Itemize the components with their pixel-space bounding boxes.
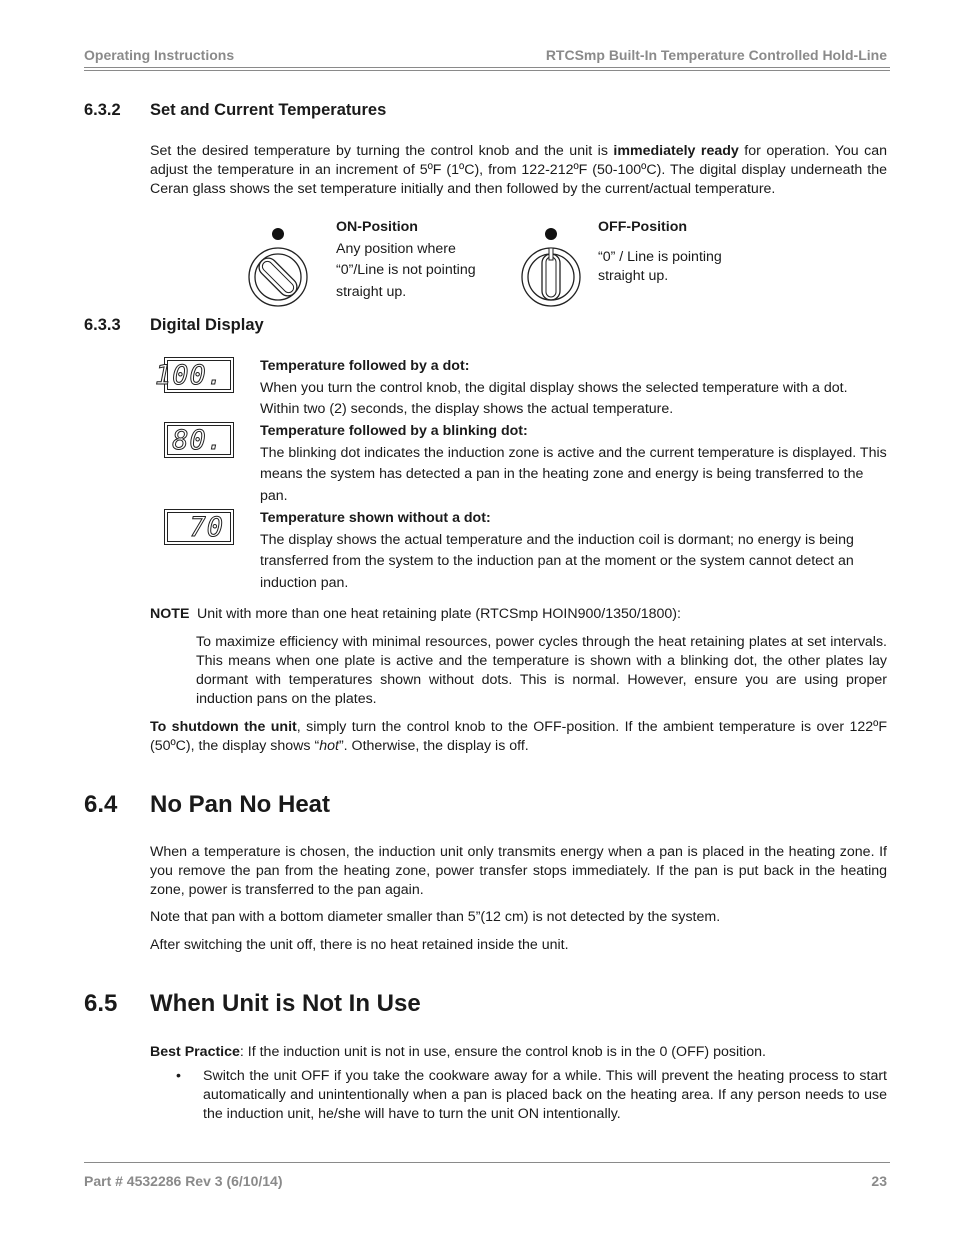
text-run: for operation. You can adjust the temperature in an increment of 5ºF (1ºC), from 122-212ºF (50-100ºC). The digital display underneath the Ceran glass shows the set temperature initially and then followed by the current/actual temperature.	[150, 143, 887, 197]
header-rule	[84, 67, 890, 68]
bullet-text: Switch the unit OFF if you take the cookware away for a while. This will prevent the heating process to start automatically and unintentionally when a pan is placed back on the heating area. If any person needs to use the induction unit, he/she will have to turn the unit ON intentionally.	[203, 1068, 887, 1122]
section-number: 6.4	[84, 791, 118, 818]
header-left: Operating Instructions	[84, 47, 235, 63]
section-number: 6.3.2	[84, 101, 121, 119]
display-desc	[260, 421, 887, 507]
lcd-value: 100.	[154, 360, 224, 391]
footer-left: Part # 4532286 Rev 3 (6/10/14)	[84, 1173, 283, 1189]
section-number: 6.3.3	[84, 316, 121, 334]
lcd-display	[154, 357, 234, 393]
knob-on-position-icon	[244, 224, 314, 310]
display-text: The blinking dot indicates the induction zone is active and the current temperature is displayed. This means the system has detected a pan in the heating zone and energy is being transferred to the pan.	[260, 444, 887, 504]
display-title: Temperature followed by a blinking dot:	[260, 423, 528, 439]
text-run-bold: To shutdown the unit	[150, 719, 297, 735]
off-position-desc: “0” / Line is pointing straight up.	[598, 248, 722, 284]
best-practice-paragraph	[150, 1043, 887, 1062]
display-title: Temperature shown without a dot:	[260, 510, 491, 526]
no-pan-paragraph: When a temperature is chosen, the induction unit only transmits energy when a pan is placed in the heating zone. If you remove the pan from the heating zone, power transfer stops immediately. If the pan is put back in the heating zone, power is transferred to the pan again.	[150, 844, 887, 898]
shutdown-paragraph	[150, 718, 887, 756]
text-run: Set the desired temperature by turning the control knob and the unit is	[150, 143, 614, 159]
knob-off-position-icon	[517, 224, 587, 310]
text-run-bold: immediately ready	[613, 143, 739, 159]
display-text: When you turn the control knob, the digital display shows the selected temperature with a dot. Within two (2) seconds, the display shows the actual temperature.	[260, 379, 848, 418]
section-heading-64	[84, 791, 331, 818]
off-position-label	[598, 217, 758, 286]
section-title: Set and Current Temperatures	[150, 101, 387, 119]
lcd-display	[164, 509, 234, 545]
no-pan-paragraph: Note that pan with a bottom diameter smaller than 5”(12 cm) is not detected by the system.	[150, 909, 721, 925]
text-run: , simply turn the control knob to the OFF-position. If the ambient temperature is over 122ºF (50ºC), the display shows “	[150, 719, 887, 754]
display-text: The display shows the actual temperature and the induction coil is dormant; no energy is being transferred from the system to the induction pan at the moment or the system cannot detect an induction pan.	[260, 531, 854, 591]
display-desc	[260, 508, 887, 594]
section-title: When Unit is Not In Use	[150, 990, 421, 1017]
no-pan-paragraph: After switching the unit off, there is no heat retained inside the unit.	[150, 937, 569, 953]
lcd-display	[164, 422, 234, 458]
on-position-label	[336, 217, 496, 303]
text-run: ”. Otherwise, the display is off.	[338, 738, 529, 754]
note-text: Unit with more than one heat retaining plate (RTCSmp HOIN900/1350/1800):	[197, 606, 681, 622]
text-run-italic: hot	[319, 738, 339, 754]
section-number: 6.5	[84, 990, 118, 1017]
text-run: : If the induction unit is not in use, ensure the control knob is in the 0 (OFF) position.	[239, 1044, 766, 1060]
section-title: No Pan No Heat	[150, 791, 331, 818]
header-rule	[84, 70, 890, 71]
lcd-value: 70	[189, 512, 224, 543]
section-heading-65	[84, 990, 421, 1017]
on-position-title: ON-Position	[336, 219, 418, 235]
note-label: NOTE	[150, 606, 190, 622]
section-heading-633	[84, 316, 264, 335]
lcd-value: 80.	[172, 425, 224, 456]
section-heading-632	[84, 101, 386, 120]
note-paragraph: To maximize efficiency with minimal resources, power cycles through the heat retaining plates at set intervals. This means when one plate is active and the temperature is shown with a blinking dot, the other plates lay dormant with temperatures shown without dots. This is normal. However, ensure you are using proper induction pans on the plates.	[196, 634, 887, 707]
page-number: 23	[871, 1173, 887, 1189]
section-title: Digital Display	[150, 316, 264, 334]
text-run-bold: Best Practice	[150, 1044, 240, 1060]
footer-rule	[84, 1162, 890, 1163]
bullet-marker: •	[176, 1068, 181, 1084]
display-title: Temperature followed by a dot:	[260, 358, 470, 374]
set-temp-paragraph	[150, 142, 887, 199]
on-position-desc: Any position where “0”/Line is not pointing straight up.	[336, 240, 476, 300]
off-position-title: OFF-Position	[598, 219, 688, 235]
header-right: RTCSmp Built-In Temperature Controlled Hold-Line	[545, 47, 887, 63]
display-desc	[260, 356, 887, 421]
